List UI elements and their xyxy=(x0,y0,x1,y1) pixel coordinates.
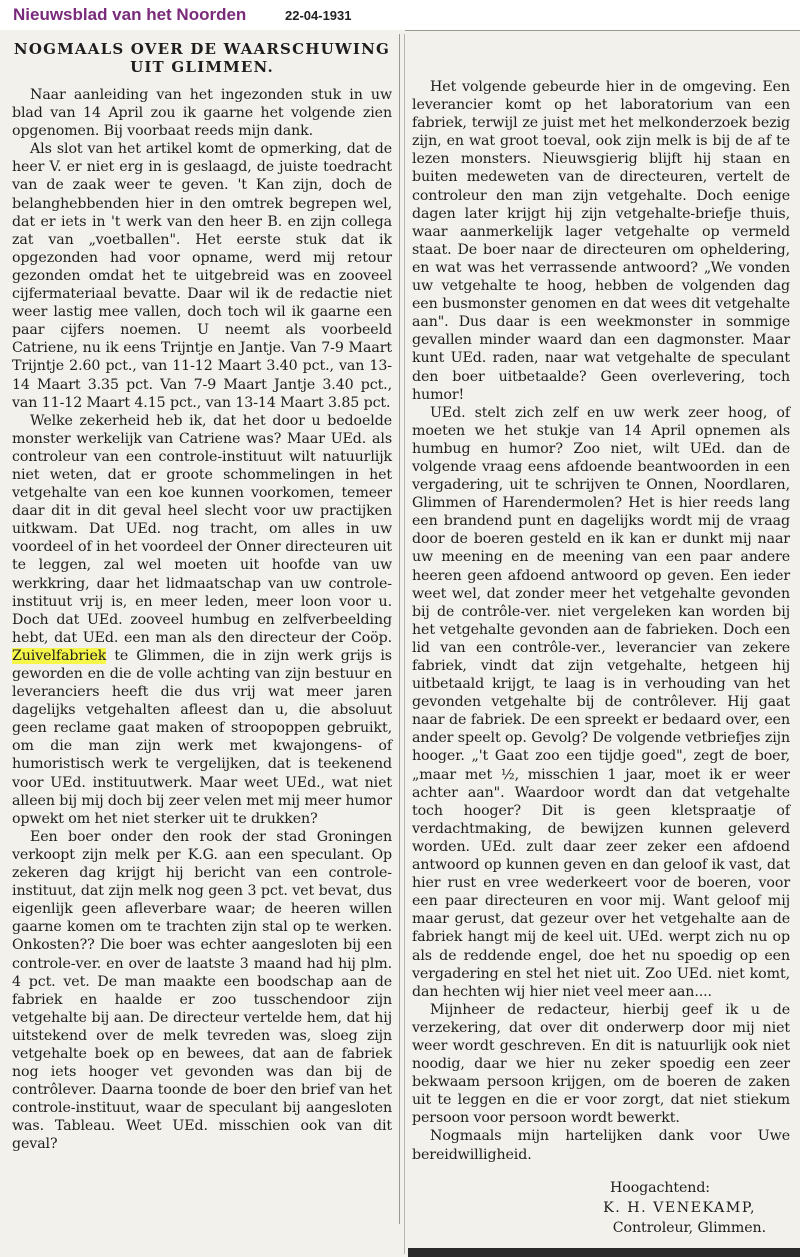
paragraph-text: te Glimmen, die in zijn werk grijs is geworden en die de volle achting van zijn bestuur en leveranciers heeft die dus vrij wat meer jaren dagelijks vetgehalten afleest dan u, die absoluut geen reclame gaat maken of stroopoppen gebruikt, om die man zijn werk met kwajongens- of humoristisch werk te vergelijken, dat is teekenend voor UEd. instituutwerk. Maar weet UEd., wat niet alleen bij mij doch bij zeer velen met mij meer humor opwekt om het niet sterker uit te drukken? xyxy=(12,647,392,827)
column-divider xyxy=(399,34,400,1224)
signature-title: Controleur, Glimmen. xyxy=(612,1219,766,1236)
masthead xyxy=(0,0,800,34)
signature-block xyxy=(412,1178,790,1238)
paragraph: Een boer onder den rook der stad Groningen verkoopt zijn melk per K.G. aan een speculant. Op zekeren dag krijgt hij bericht van een controle-instituut, dat zijn melk nog geen 3 pct. vet bevat, dus eigenlijk geen afleverbare waar; de heeren willen gaarne komen om te trachten zijn stal op te werken. Onkosten?? Die boer was echter aangesloten bij een controle-ver. en over de laatste 3 maand had hij plm. 4 pct. vet. De man maakte een boodschap aan de fabriek en haalde er zoo tusschendoor zijn vetgehalte bij aan. De directeur vertelde hem, dat hij uitstekend over de melk tevreden was, sloeg zijn vetgehalte boek op en bewees, dat aan de fabriek nog iets hooger vet gevonden was dan bij de contrôlever. Daarna toonde de boer den brief van het controle-instituut, waar de speculant bij aangesloten was. Tableau. Weet UEd. misschien ook van dit geval? xyxy=(12,828,392,1153)
column-rule-top xyxy=(405,30,800,31)
paragraph: Als slot van het artikel komt de opmerking, dat de heer V. er niet erg in is geslaagd, de juiste toedracht van de zaak weer te geven. 't Kan zijn, doch de belanghebbenden hier in den omtrek begrepen wel, dat er iets in 't werk van den heer B. en zijn collega zat van „voetballen". Het eerste stuk dat ik opgezonden had voor opname, werd mij retour gezonden omdat het te uitgebreid was en zooveel cijfermateriaal bevatte. Daar wil ik de redactie niet weer lastig mee vallen, doch toch wil ik gaarne een paar cijfers noemen. U neemt als voorbeeld Catriene, nu ik eens Trijntje en Jantje. Van 7-9 Maart Trijntje 2.60 pct., van 11-12 Maart 3.40 pct., van 13-14 Maart 3.35 pct. Van 7-9 Maart Jantje 3.40 pct., van 11-12 Maart 4.15 pct., van 13-14 Maart 3.85 pct. xyxy=(12,141,392,411)
publication-date: 22-04-1931 xyxy=(285,8,352,23)
highlighted-term: Zuivelfabriek xyxy=(12,647,107,664)
paragraph xyxy=(12,412,392,828)
paragraph: Naar aanleiding van het ingezonden stuk in uw blad van 14 April zou ik gaarne het volgende zien opgenomen. Bij voorbaat reeds mijn dank. xyxy=(12,87,392,140)
article-column-right xyxy=(412,78,790,1238)
article-column-left xyxy=(12,34,392,1154)
signature-greeting: Hoogachtend: xyxy=(610,1179,710,1196)
newspaper-title: Nieuwsblad van het Noorden xyxy=(13,5,247,24)
headline-line-1: NOGMAALS OVER DE WAARSCHUWING xyxy=(13,40,391,58)
paragraph: Nogmaals mijn hartelijken dank voor Uwe bereidwilligheid. xyxy=(412,1128,790,1163)
bottom-rule xyxy=(408,1248,800,1257)
headline-line-2: UIT GLIMMEN. xyxy=(130,58,274,76)
article-headline xyxy=(12,40,392,76)
column-divider-inner xyxy=(404,34,405,1254)
paragraph: Het volgende gebeurde hier in de omgeving. Een leverancier komt op het laboratorium van een fabriek, terwijl ze juist met het melkonderzoek bezig zijn, en wat groot toeval, ook zijn melk is bij de af te lezen monsters. Nieuwsgierig blijft hij staan en buiten medeweten van de directeuren, vertelt de controleur den man zijn vetgehalte. Doch eenige dagen later krijgt hij zijn vetgehalte-briefje thuis, waar aanmerkelijk lager vetgehalte op vermeld staat. De boer naar de directeuren om opheldering, en wat was het verrassende antwoord? „We vonden uw vetgehalte te hoog, hebben de volgenden dag een busmonster genomen en dat wees dit vetgehalte aan". Dus daar is een weekmonster in sommige gevallen minder waard dan een dagmonster. Maar kunt UEd. raden, naar wat vetgehalte de speculant den boer uitbetaalde? Geen overlevering, toch humor! xyxy=(412,79,790,403)
paragraph: UEd. stelt zich zelf en uw werk zeer hoog, of moeten we het stukje van 14 April opnemen als humbug en humor? Zoo niet, wilt UEd. dan de volgende vraag eens afdoende beantwoorden in een vergadering, uit te schrijven te Onnen, Noordlaren, Glimmen of Harendermolen? Het is hier reeds lang een brandend punt en dagelijks wordt mij de vraag door de boeren gesteld en ik kan er dunkt mij naar uw meening en de meening van een paar andere heeren geen afdoend antwoord op geven. Een ieder weet wel, dat zonder meer het vetgehalte gevonden bij de contrôle-ver. niet vergeleken kan worden bij het vetgehalte gevonden aan de fabrieken. Doch een lid van een contrôle-ver., leverancier van zekere fabriek, vindt dat zijn vetgehalte, hetgeen hij uitbetaald krijgt, te laag is in verhouding van het gevonden vetgehalte bij de contrôlever. Hij gaat naar de fabriek. De een spreekt er bedaard over, een ander speelt op. Gevolg? De volgende vetbriefjes zijn hooger. „'t Gaat zoo een tijdje goed", zegt de boer, „maar met ½, misschien 1 jaar, moet ik er weer achter aan". Waardoor wordt dan dat vetgehalte toch hooger? Dit is geen kletspraatje of verdachtmaking, de bewijzen kunnen geleverd worden. UEd. zult daar zeer zeker een afdoend antwoord op kunnen geven en dan geloof ik vast, dat hier rust en vree wederkeert voor de boeren, voor een paar directeuren en voor mij. Want geloof mij maar gerust, dat gezeur over het vetgehalte aan de fabriek hangt mij de keel uit. UEd. werpt zich nu op als de reddende engel, doe het nu spoedig op een vergadering en stel het niet uit. Zoo UEd. niet komt, dan hechten wij hier niet veel meer aan.... xyxy=(412,404,790,1000)
paragraph: Mijnheer de redacteur, hierbij geef ik u de verzekering, dat over dit onderwerp door mij niet weer wordt geschreven. En dit is natuurlijk ook niet noodig, daar we hier nu zeker spoedig een zeer bekwaam persoon krijgen, om de boeren de zaken uit te leggen en die er voor zorgt, dat niet stiekum persoon voor persoon wordt bewerkt. xyxy=(412,1001,790,1127)
paragraph-text: Welke zekerheid heb ik, dat het door u bedoelde monster werkelijk van Catriene was? Maar UEd. als controleur van een controle-instituut wilt natuurlijk niet weten, dat er groote schommelingen in het vetgehalte van een koe kunnen voorkomen, temeer daar dit in dit geval heel slecht voor uw practijken uitkwam. Dat UEd. nog tracht, om alles in uw voordeel of in het voordeel der Onner directeuren uit te leggen, zal wel moeten uit hoofde van uw werkkring, daar het lidmaatschap van uw controle-instituut vrij is, en meer leden, meer loon voor u. Doch dat UEd. zooveel humbug en zelfverbeelding hebt, dat UEd. een man als den directeur der Coöp. xyxy=(12,412,392,646)
signature-name: K. H. VENEKAMP, xyxy=(603,1199,756,1216)
